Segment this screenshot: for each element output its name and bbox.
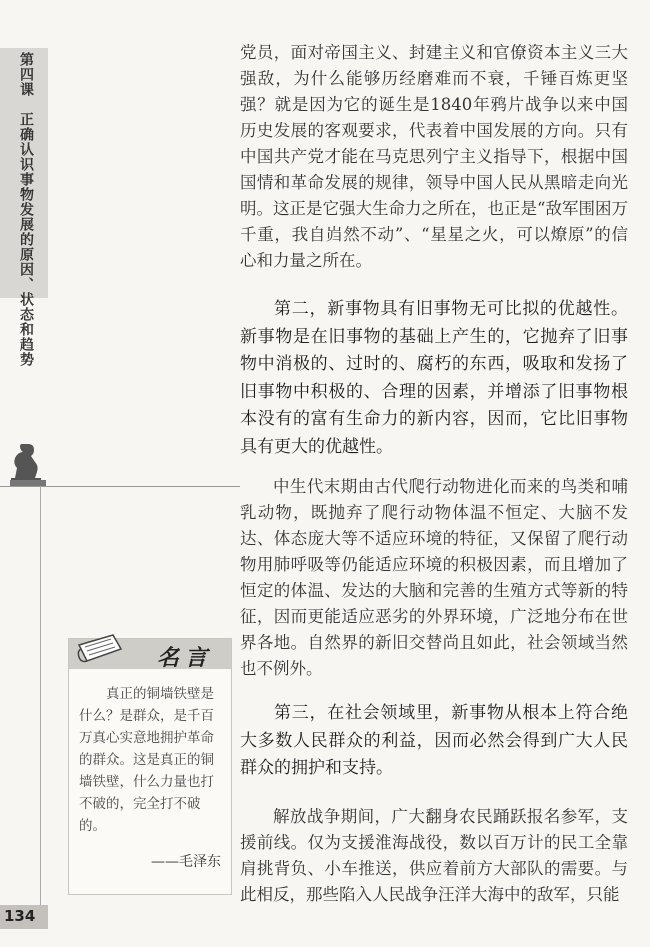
paragraph-1: 党员，面对帝国主义、封建主义和官僚资本主义三大强敌，为什么能够历经磨难而不衰，千锤百炼更坚强？就是因为它的诞生是1840年鸦片战争以来中国历史发展的客观要求，代表着中国发展的方向。只有中国共产党才能在马克思列宁主义指导下，根据中国国情和革命发展的规律，领导中国人民从黑暗走向光明。这正是它强大生命力之所在，也正是“敌军围困万千重，我自岿然不动”、“星星之火，可以燎原”的信心和力量之所在。 xyxy=(240,43,628,270)
famous-quote-box xyxy=(68,638,232,895)
newspaper-scroll-icon xyxy=(73,631,125,671)
thinker-statue-icon xyxy=(8,440,48,486)
quote-author: ——毛泽东 xyxy=(151,854,221,870)
paragraph-5: 解放战争期间，广大翻身农民踊跃报名参军，支援前线。仅为支援淮海战役，数以百万计的民工全靠肩挑背负、小车推送，供应着前方大部队的需要。与此相反，那些陷入人民战争汪洋大海中的敌军，只能 xyxy=(240,807,628,904)
paragraph-2: 第二，新事物具有旧事物无可比拟的优越性。新事物是在旧事物的基础上产生的，它抛弃了旧事物中消极的、过时的、腐朽的东西，吸取和发扬了旧事物中积极的、合理的因素，并增添了旧事物根本没有的富有生命力的新内容，因而，它比旧事物具有更大的优越性。 xyxy=(240,299,628,457)
paragraph-4: 第三，在社会领域里，新事物从根本上符合绝大多数人民群众的利益，因而必然会得到广大人民群众的拥护和支持。 xyxy=(240,703,628,778)
sidebar-vertical-rule xyxy=(40,486,41,906)
quote-header xyxy=(69,639,231,669)
lesson-title: 第四课 正确认识事物发展的原因、状态和趋势 xyxy=(18,52,34,367)
quote-text xyxy=(79,683,223,837)
page-number: 134 xyxy=(4,907,36,925)
paragraph-3: 中生代末期由古代爬行动物进化而来的鸟类和哺乳动物，既抛弃了爬行动物体温不恒定、大脑不发达、体态庞大等不适应环境的特征，又保留了爬行动物用肺呼吸等仍能适应环境的积极因素，而且增加了恒定的体温、发达的大脑和完善的生殖方式等新的特征，因而更能适应恶劣的外界环境，广泛地分布在世界各地。自然界的新旧交替尚且如此，社会领域当然也不例外。 xyxy=(240,477,628,678)
quote-body: 真正的铜墙铁壁是什么？是群众，是千百万真心实意地拥护革命的群众。这是真正的铜墙铁壁，什么力量也打不破的，完全打不破的。 xyxy=(79,686,214,834)
sidebar-divider xyxy=(0,486,240,487)
quote-title: 名言 xyxy=(157,646,214,671)
